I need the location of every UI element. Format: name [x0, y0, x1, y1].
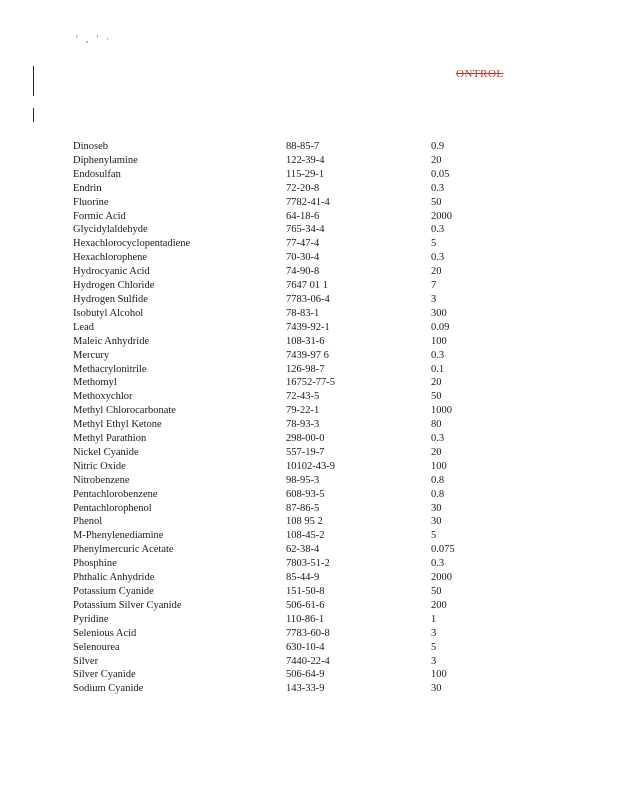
cas-number: 122-39-4 [286, 154, 325, 166]
limit-value: 20 [431, 266, 442, 278]
cas-number: 108-31-6 [286, 335, 325, 347]
chemical-name: Phenol [73, 516, 103, 528]
cas-number: 70-30-4 [286, 252, 320, 264]
chemical-name: Formic Acid [73, 210, 126, 222]
table-row [73, 307, 491, 321]
header-fragment: ONTROL [456, 68, 504, 80]
limit-value: 7 [431, 280, 437, 292]
limit-value: 0.075 [431, 544, 455, 556]
table-row [73, 376, 491, 390]
cas-number: 630-10-4 [286, 641, 325, 653]
chemical-name: Hexachlorophene [73, 252, 148, 264]
table-row [73, 182, 491, 196]
table-row [73, 237, 491, 251]
limit-value: 200 [431, 599, 447, 611]
limit-value: 50 [431, 586, 442, 597]
table-row [73, 613, 491, 627]
chemical-name: Methyl Chlorocarbonate [73, 405, 176, 417]
cas-number: 88-85-7 [286, 141, 320, 152]
limit-value: 30 [431, 502, 442, 514]
margin-bar [33, 66, 34, 96]
cas-number: 115-29-1 [286, 168, 325, 180]
cas-number: 7783-06-4 [286, 293, 330, 305]
cas-number: 506-64-9 [286, 669, 325, 681]
table-row [73, 571, 491, 585]
cas-number: 79-22-1 [286, 405, 320, 417]
chemical-name: Potassium Cyanide [73, 586, 154, 597]
table-row [73, 418, 491, 432]
table-row [73, 655, 491, 669]
cas-number: 78-93-3 [286, 419, 320, 431]
chemical-name: Potassium Silver Cyanide [73, 599, 182, 611]
cas-number: 7647 01 1 [286, 280, 328, 292]
table-row [73, 599, 491, 613]
chemical-name: Hydrogen Sulfide [73, 293, 148, 305]
chemical-name: Methomyl [73, 377, 117, 389]
cas-number: 98-95-3 [286, 474, 320, 486]
table-row [73, 432, 491, 446]
chemical-name: Pentachlorobenzene [73, 488, 158, 500]
table-row [73, 460, 491, 474]
chemical-name: Endrin [73, 182, 102, 194]
table-row [73, 321, 491, 335]
limit-value: 0.3 [431, 558, 445, 570]
chemical-name: Nitrobenzene [73, 474, 130, 486]
limit-value: 50 [431, 391, 442, 403]
table-row [73, 641, 491, 655]
chemical-name: Hexachlorocyclopentadiene [73, 238, 191, 250]
table-row [73, 196, 491, 210]
limit-value: 20 [431, 377, 442, 389]
cas-number: 7803-51-2 [286, 558, 330, 570]
limit-value: 300 [431, 307, 447, 319]
table-row [73, 682, 491, 696]
limit-value: 0.3 [431, 349, 445, 361]
limit-value: 100 [431, 669, 447, 681]
cas-number: 7440-22-4 [286, 655, 330, 667]
cas-number: 74-90-8 [286, 266, 320, 278]
limit-value: 1000 [431, 405, 452, 417]
cas-number: 151-50-8 [286, 586, 325, 597]
limit-value: 0.1 [431, 363, 445, 375]
cas-number: 62-38-4 [286, 544, 320, 556]
chemical-name: Selenourea [73, 641, 120, 653]
limit-value: 5 [431, 238, 437, 250]
table-row [73, 474, 491, 488]
limit-value: 3 [431, 655, 437, 667]
table-row [73, 168, 491, 182]
chemical-name: Maleic Anhydride [73, 335, 150, 347]
table-row [73, 265, 491, 279]
cas-number: 7783-60-8 [286, 627, 330, 639]
limit-value: 0.3 [431, 224, 445, 236]
table-row [73, 502, 491, 516]
cas-number: 608-93-5 [286, 488, 325, 500]
cas-number: 10102-43-9 [286, 460, 335, 472]
cas-number: 108-45-2 [286, 530, 325, 542]
cas-number: 765-34-4 [286, 224, 325, 236]
limit-value: 0.8 [431, 474, 445, 486]
cas-number: 7439-97 6 [286, 349, 329, 361]
chemical-name: Silver [73, 655, 99, 667]
limit-value: 0.09 [431, 321, 450, 333]
limit-value: 3 [431, 293, 437, 305]
cas-number: 557-19-7 [286, 446, 325, 458]
limit-value: 30 [431, 683, 442, 695]
chemical-name: Isobutyl Alcohol [73, 307, 144, 319]
table-row [73, 154, 491, 168]
chemical-name: Lead [73, 321, 94, 333]
chemical-name: Glycidylaldehyde [73, 224, 148, 236]
cas-number: 110-86-1 [286, 613, 325, 625]
chemical-name: Selenious Acid [73, 627, 137, 639]
chemical-name: Endosulfan [73, 168, 121, 180]
chemical-name: Hydrogen Chloride [73, 280, 155, 292]
chemical-name: Fluorine [73, 196, 109, 208]
limit-value: 80 [431, 419, 442, 431]
table-row [73, 390, 491, 404]
table-row [73, 585, 491, 599]
table-row [73, 668, 491, 682]
cas-number: 16752-77-5 [286, 377, 335, 389]
chemical-name: Silver Cyanide [73, 669, 136, 681]
chemical-name: Nickel Cyanide [73, 446, 139, 458]
table-row [73, 543, 491, 557]
table-row [73, 293, 491, 307]
chemical-name: Methyl Parathion [73, 433, 147, 445]
chemical-name: Methacrylonitrile [73, 363, 147, 375]
limit-value: 0.3 [431, 433, 445, 445]
limit-value: 0.3 [431, 182, 445, 194]
cas-number: 72-43-5 [286, 391, 320, 403]
chemical-name: Mercury [73, 349, 110, 361]
cas-number: 298-00-0 [286, 433, 325, 445]
limit-value: 0.9 [431, 141, 445, 152]
table-row [73, 349, 491, 363]
limit-value: 5 [431, 530, 437, 542]
chemical-name: M-Phenylenediamine [73, 530, 164, 542]
table-row [73, 210, 491, 224]
cas-number: 64-18-6 [286, 210, 320, 222]
table-row [73, 404, 491, 418]
table-row [73, 529, 491, 543]
limit-value: 1 [431, 613, 437, 625]
table-row [73, 488, 491, 502]
chemical-table [73, 140, 491, 696]
cas-number: 143-33-9 [286, 683, 325, 695]
limit-value: 0.3 [431, 252, 445, 264]
limit-value: 2000 [431, 210, 452, 222]
table-row [73, 140, 491, 154]
cas-number: 87-86-5 [286, 502, 320, 514]
cas-number: 85-44-9 [286, 572, 320, 584]
chemical-name: Dinoseb [73, 141, 108, 152]
cas-number: 78-83-1 [286, 307, 320, 319]
limit-value: 100 [431, 460, 447, 472]
limit-value: 20 [431, 446, 442, 458]
chemical-name: Diphenylamine [73, 154, 138, 166]
limit-value: 5 [431, 641, 437, 653]
limit-value: 20 [431, 154, 442, 166]
chemical-name: Methoxychlor [73, 391, 133, 403]
table-row [73, 223, 491, 237]
chemical-name: Phenylmercuric Acetate [73, 544, 174, 556]
limit-value: 0.05 [431, 168, 450, 180]
chemical-name: Phosphine [73, 558, 117, 570]
chemical-name: Pentachlorophenol [73, 502, 152, 514]
cas-number: 72-20-8 [286, 182, 320, 194]
cas-number: 7439-92-1 [286, 321, 330, 333]
cas-number: 108 95 2 [286, 516, 323, 528]
chemical-name: Hydrocyanic Acid [73, 266, 150, 278]
chemical-name: Sodium Cyanide [73, 683, 144, 695]
limit-value: 2000 [431, 572, 452, 584]
limit-value: 3 [431, 627, 437, 639]
limit-value: 0.8 [431, 488, 445, 500]
limit-value: 30 [431, 516, 442, 528]
table-row [73, 446, 491, 460]
cas-number: 7782-41-4 [286, 196, 330, 208]
chemical-table-body [73, 140, 491, 696]
limit-value: 50 [431, 196, 442, 208]
chemical-name: Nitric Oxide [73, 460, 126, 472]
table-row [73, 363, 491, 377]
table-row [73, 279, 491, 293]
cas-number: 77-47-4 [286, 238, 320, 250]
margin-bar [33, 108, 34, 122]
chemical-name: Pyridine [73, 613, 109, 625]
chemical-name: Methyl Ethyl Ketone [73, 419, 162, 431]
table-row [73, 251, 491, 265]
limit-value: 100 [431, 335, 447, 347]
chemical-name: Phthalic Anhydride [73, 572, 155, 584]
table-row [73, 627, 491, 641]
scan-artifact: ' , ' · [76, 34, 113, 44]
cas-number: 506-61-6 [286, 599, 325, 611]
table-row [73, 557, 491, 571]
cas-number: 126-98-7 [286, 363, 325, 375]
table-row [73, 515, 491, 529]
table-row [73, 335, 491, 349]
